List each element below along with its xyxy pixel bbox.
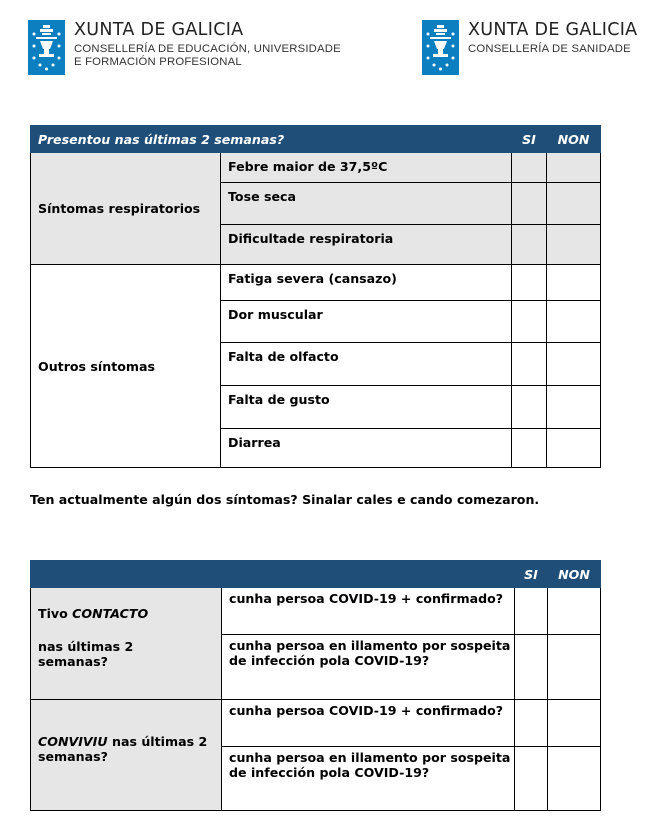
- non-checkbox[interactable]: [547, 265, 601, 301]
- table-header-blank: [31, 561, 515, 588]
- si-checkbox[interactable]: [515, 588, 548, 635]
- category-emphasis: CONTACTO: [72, 606, 149, 621]
- category-emphasis: CONVIVIU: [38, 734, 108, 749]
- column-si-header: SI: [515, 561, 548, 588]
- symptoms-table: [30, 125, 601, 468]
- si-checkbox[interactable]: [512, 343, 547, 386]
- category-other: Outros síntomas: [31, 265, 221, 468]
- si-checkbox[interactable]: [512, 183, 547, 225]
- contact-table: [30, 560, 601, 811]
- non-checkbox[interactable]: [547, 301, 601, 343]
- symptom-label: Febre maior de 37,5ºC: [221, 153, 512, 183]
- symptom-label: Dor muscular: [221, 301, 512, 343]
- xunta-logo-education: [28, 20, 341, 75]
- galicia-emblem-icon: [28, 20, 65, 75]
- si-checkbox[interactable]: [512, 225, 547, 265]
- non-checkbox[interactable]: [547, 429, 601, 468]
- xunta-logo-health: [422, 20, 637, 75]
- si-checkbox[interactable]: [512, 301, 547, 343]
- org-name: XUNTA DE GALICIA: [74, 20, 244, 40]
- category-text: Tivo: [38, 606, 73, 621]
- category-text: nas últimas 2 semanas?: [38, 639, 134, 669]
- si-checkbox[interactable]: [515, 700, 548, 747]
- symptom-label: Fatiga severa (cansazo): [221, 265, 512, 301]
- non-checkbox[interactable]: [547, 225, 601, 265]
- non-checkbox[interactable]: [547, 343, 601, 386]
- galicia-emblem-icon: [422, 20, 459, 75]
- contact-question: cunha persoa en illamento por sospeita de infección pola COVID-19?: [222, 635, 515, 700]
- si-checkbox[interactable]: [512, 386, 547, 429]
- category-text: nas últimas 2 semanas?: [38, 734, 208, 764]
- department-line: CONSELLERÍA DE EDUCACIÓN, UNIVERSIDADE: [74, 43, 341, 55]
- symptom-label: Dificultade respiratoria: [221, 225, 512, 265]
- current-symptoms-question: Ten actualmente algún dos síntomas? Sinalar cales e cando comezaron.: [30, 492, 540, 507]
- non-checkbox[interactable]: [547, 183, 601, 225]
- column-si-header: SI: [512, 126, 547, 153]
- contact-question: cunha persoa COVID-19 + confirmado?: [222, 700, 515, 747]
- non-checkbox[interactable]: [548, 635, 601, 700]
- category-contact: [31, 588, 222, 700]
- column-non-header: NON: [547, 126, 601, 153]
- org-name: XUNTA DE GALICIA: [468, 20, 638, 40]
- non-checkbox[interactable]: [547, 153, 601, 183]
- department-line: CONSELLERÍA DE SANIDADE: [468, 43, 631, 55]
- si-checkbox[interactable]: [515, 635, 548, 700]
- column-non-header: NON: [548, 561, 601, 588]
- category-respiratory: Síntomas respiratorios: [31, 153, 221, 265]
- contact-question: cunha persoa COVID-19 + confirmado?: [222, 588, 515, 635]
- si-checkbox[interactable]: [515, 747, 548, 811]
- non-checkbox[interactable]: [548, 700, 601, 747]
- si-checkbox[interactable]: [512, 265, 547, 301]
- si-checkbox[interactable]: [512, 429, 547, 468]
- category-cohabitation: [31, 700, 222, 811]
- symptom-label: Falta de olfacto: [221, 343, 512, 386]
- symptom-label: Tose seca: [221, 183, 512, 225]
- si-checkbox[interactable]: [512, 153, 547, 183]
- non-checkbox[interactable]: [548, 747, 601, 811]
- symptom-label: Diarrea: [221, 429, 512, 468]
- contact-question: cunha persoa en illamento por sospeita de infección pola COVID-19?: [222, 747, 515, 811]
- non-checkbox[interactable]: [548, 588, 601, 635]
- non-checkbox[interactable]: [547, 386, 601, 429]
- department-line: E FORMACIÓN PROFESIONAL: [74, 56, 242, 68]
- table-question-header: Presentou nas últimas 2 semanas?: [31, 126, 512, 153]
- symptom-label: Falta de gusto: [221, 386, 512, 429]
